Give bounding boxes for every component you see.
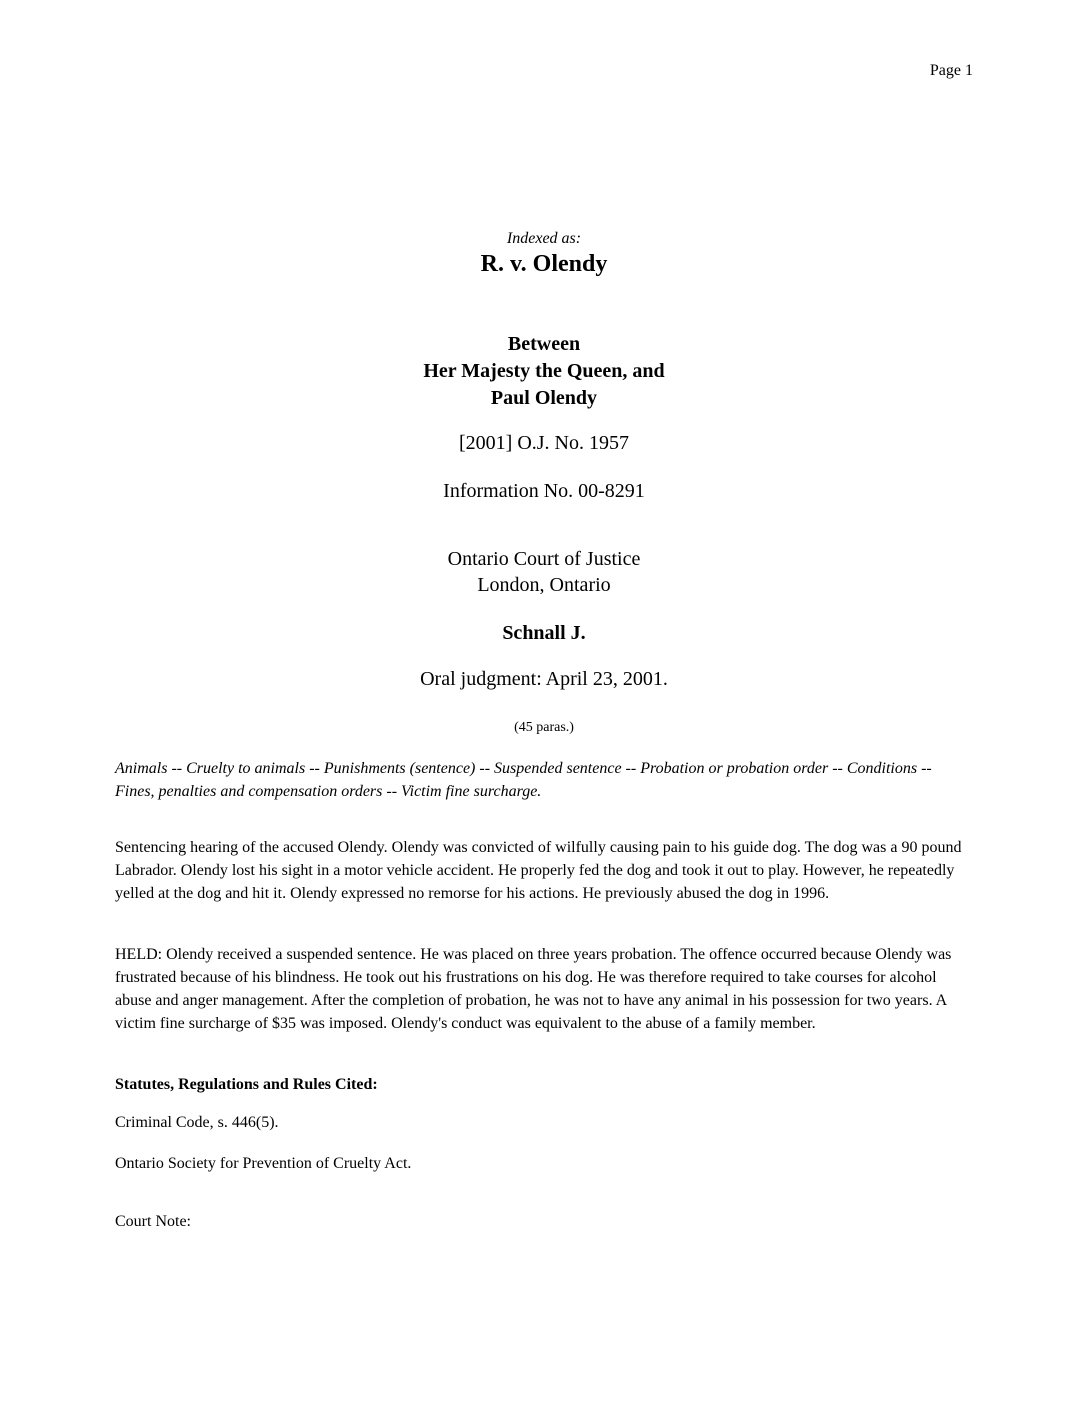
case-summary: Sentencing hearing of the accused Olendy. Olendy was convicted of wilfully causing pain to his guide dog. The dog was a 90 pound Labrador. Olendy lost his sight in a motor vehicle accident. He properly fed the dog and took it out to play. However, he repeatedly yelled at the dog and hit it. Olendy expressed no remorse for his actions. He previously abused the dog in 1996. [115,839,962,902]
case-citation: [2001] O.J. No. 1957 [459,432,629,454]
statute-item: Ontario Society for Prevention of Cruelty Act. [115,1155,412,1172]
party-crown: Her Majesty the Queen, and [423,360,665,382]
page-number: Page 1 [929,62,973,79]
statute-item: Criminal Code, s. 446(5). [115,1114,279,1131]
party-accused: Paul Olendy [490,387,598,409]
between-label: Between [507,333,581,355]
held-paragraph: HELD: Olendy received a suspended sentence. He was placed on three years probation. The offence occurred because Olendy was frustrated because of his blindness. He took out his frustrations on his dog. He was therefore required to take courses for alcohol abuse and anger management. After the completion of probation, he was not to have any animal in his possession for two years. A victim fine surcharge of $35 was imposed. Olendy's conduct was equivalent to the abuse of a family member. [115,946,952,1032]
court-name: Ontario Court of Justice [447,548,641,570]
court-note-label: Court Note: [115,1213,191,1230]
statutes-heading: Statutes, Regulations and Rules Cited: [115,1076,378,1093]
indexed-as-label: Indexed as: [506,230,582,247]
paragraph-count: (45 paras.) [514,720,574,735]
judgment-date: Oral judgment: April 23, 2001. [420,668,668,690]
court-location: London, Ontario [477,574,611,596]
catchwords: Animals -- Cruelty to animals -- Punishments (sentence) -- Suspended sentence -- Probation or probation order -- Conditions -- Fines, penalties and compensation orders -- Victim fine surcharge. [115,760,932,800]
parties-block [0,331,1088,412]
case-title: R. v. Olendy [480,251,608,277]
information-number: Information No. 00-8291 [443,480,645,502]
court-block [0,546,1088,598]
judge-name: Schnall J. [502,622,586,644]
